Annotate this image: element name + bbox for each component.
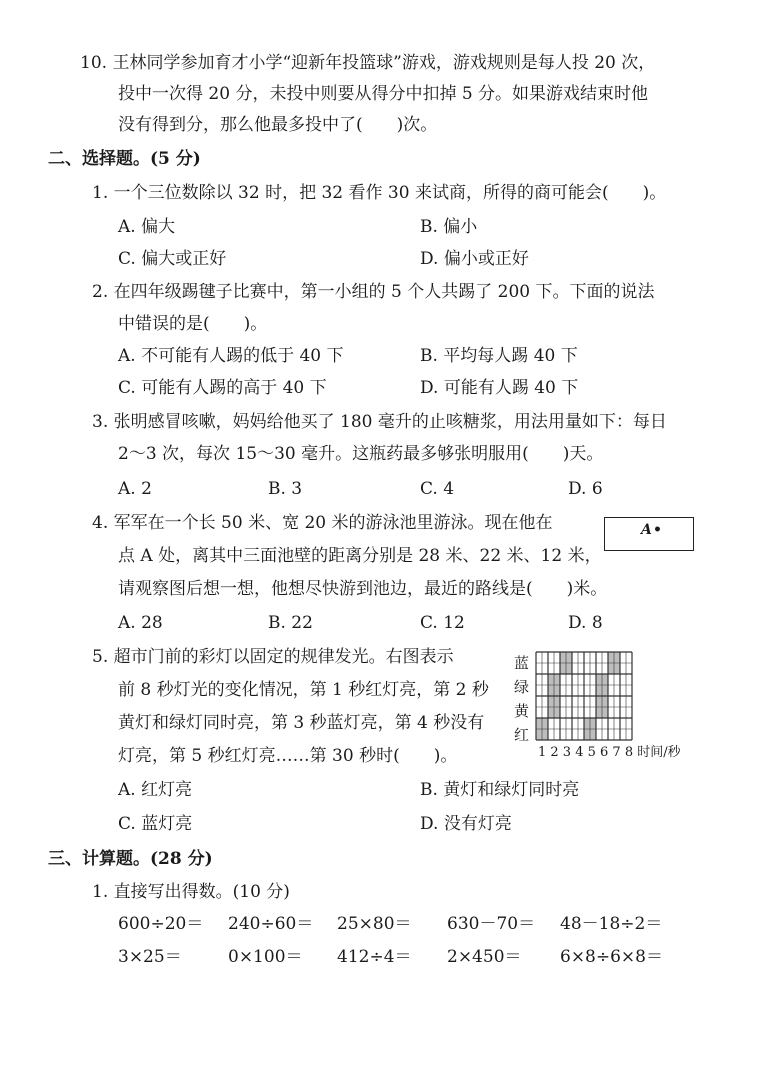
c3-stem-line1: 3. 张明感冒咳嗽，妈妈给他买了 180 毫升的止咳糖浆，用法用量如下：每日 [92,412,667,432]
c1-stem: 1. 一个三位数除以 32 时，把 32 看作 30 来试商，所得的商可能会( )。 [92,183,667,203]
c1-option-c: C. 偏大或正好 [118,249,227,269]
c4-stem-line3: 请观察图后想一想，他想尽快游到池边，最近的路线是( )米。 [118,579,608,599]
section3-title: 三、计算题。(28 分) [48,849,213,869]
calc-item: 25×80＝ [337,914,412,934]
light-grid-axis-label: 1 2 3 4 5 6 7 8 时间/秒 [538,745,681,760]
c2-option-c: C. 可能有人踢的高于 40 下 [118,378,327,398]
c1-option-a: A. 偏大 [118,217,176,237]
calc-item: 48－18÷2＝ [560,914,663,934]
c3-stem-line2: 2～3 次，每次 15～30 毫升。这瓶药最多够张明服用( )天。 [118,444,604,464]
c2-option-b: B. 平均每人踢 40 下 [420,346,578,366]
light-grid-row-labels [514,651,534,747]
c5-option-b: B. 黄灯和绿灯同时亮 [420,780,580,800]
calc-item: 2×450＝ [447,947,522,967]
pool-diagram [604,517,694,551]
c1-option-d: D. 偏小或正好 [420,249,529,269]
c5-stem-line3: 黄灯和绿灯同时亮，第 3 秒蓝灯亮，第 4 秒没有 [118,713,485,733]
c5-stem-line1: 5. 超市门前的彩灯以固定的规律发光。右图表示 [92,647,454,667]
pool-point-dot: • [653,522,662,538]
grid-row-label: 黄 [514,702,530,720]
grid-row-label: 红 [514,726,530,744]
c3-option-c: C. 4 [420,479,455,499]
grid-row-label: 蓝 [514,654,530,672]
q10-line3: 没有得到分，那么他最多投中了( )次。 [118,115,438,135]
grid-row-label: 绿 [514,678,530,696]
calc-item: 630－70＝ [447,914,536,934]
light-grid [534,650,638,742]
c2-option-d: D. 可能有人踢 40 下 [420,378,579,398]
calc-item: 600÷20＝ [118,914,204,934]
c4-stem-line2: 点 A 处，离其中三面池壁的距离分别是 28 米、22 米、12 米， [118,546,602,566]
c4-option-d: D. 8 [568,613,603,633]
c3-option-a: A. 2 [118,479,152,499]
calc-item: 6×8÷6×8＝ [560,947,663,967]
c1-option-b: B. 偏小 [420,217,478,237]
pool-point-label: A [641,522,652,538]
c4-option-a: A. 28 [118,613,163,633]
c5-option-c: C. 蓝灯亮 [118,814,193,834]
c4-option-b: B. 22 [268,613,313,633]
c5-option-d: D. 没有灯亮 [420,814,512,834]
calc-item: 240÷60＝ [228,914,314,934]
c5-option-a: A. 红灯亮 [118,780,193,800]
c3-option-b: B. 3 [268,479,303,499]
c2-option-a: A. 不可能有人踢的低于 40 下 [118,346,344,366]
c2-stem-line1: 2. 在四年级踢毽子比赛中，第一小组的 5 个人共踢了 200 下。下面的说法 [92,282,655,302]
calc1-title: 1. 直接写出得数。(10 分) [92,882,290,902]
c2-stem-line2: 中错误的是( )。 [118,314,268,334]
c4-stem-line1: 4. 军军在一个长 50 米、宽 20 米的游泳池里游泳。现在他在 [92,513,553,533]
calc-item: 412÷4＝ [337,947,412,967]
c4-option-c: C. 12 [420,613,465,633]
section2-title: 二、选择题。(5 分) [48,149,201,169]
calc-item: 0×100＝ [228,947,303,967]
q10-line1: 10. 王林同学参加育才小学“迎新年投篮球”游戏，游戏规则是每人投 20 次， [80,53,656,73]
c5-stem-line2: 前 8 秒灯光的变化情况，第 1 秒红灯亮，第 2 秒 [118,680,489,700]
calc-item: 3×25＝ [118,947,182,967]
c5-stem-line4: 灯亮，第 5 秒红灯亮……第 30 秒时( )。 [118,746,458,766]
c3-option-d: D. 6 [568,479,603,499]
q10-line2: 投中一次得 20 分，未投中则要从得分中扣掉 5 分。如果游戏结束时他 [118,84,649,104]
